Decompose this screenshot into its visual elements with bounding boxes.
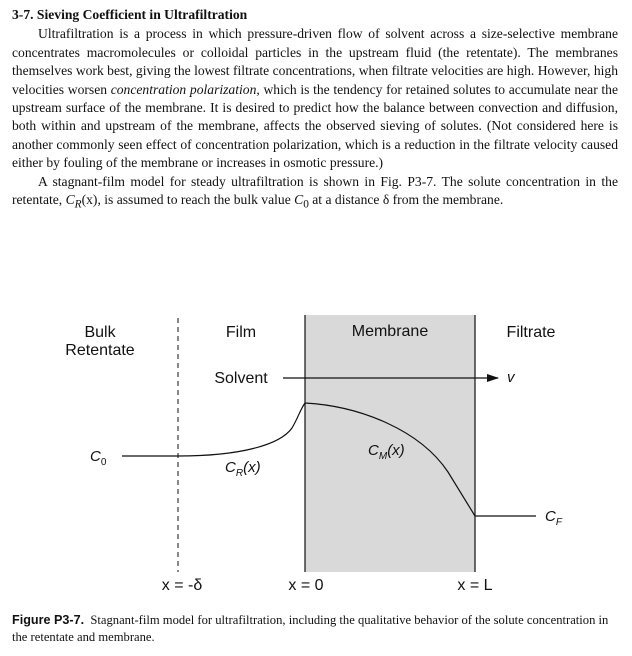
label-solvent: Solvent bbox=[214, 370, 268, 387]
label-x-zero: x = 0 bbox=[288, 577, 324, 594]
paragraph-1-part-a: Ultrafiltration is a process in which pressure-driven flow of solvent across a size-selective membrane concentrates macromolecules or colloidal particles in the upstream fluid (the retentate). The membranes themselves work best, giving the lowest filtrate concentrations, when filtrate velocities are high. However, high velocities worsen bbox=[12, 26, 618, 97]
figure-caption bbox=[12, 612, 618, 646]
label-x-minus-delta: x = -δ bbox=[161, 577, 203, 594]
retentate-concentration-curve bbox=[178, 403, 305, 456]
label-cr bbox=[225, 459, 261, 479]
paragraph-1-part-b: , which is the tendency for retained solutes to accumulate near the upstream surface of the membrane. It is desired to predict how the balance between convection and diffusion, both within and upstream of the membrane, affects the observed sieving of solutes. (Not considered here is another commonly seen effect of concentration polarization, which is a reduction in the filtrate velocity caused either by fouling of the membrane or increases in osmotic pressure.) bbox=[12, 81, 619, 171]
label-c0 bbox=[90, 448, 107, 468]
paragraph-2-part-c: at a distance δ from the membrane. bbox=[308, 192, 504, 208]
caption-text: Stagnant-film model for ultrafiltration, including the qualitative behavior of the solute concentration in the retentate and membrane. bbox=[12, 613, 609, 644]
cr-subscript: R bbox=[74, 198, 82, 211]
label-bulk: Bulk bbox=[84, 324, 116, 341]
c0-symbol: C bbox=[294, 192, 304, 208]
paragraph-1 bbox=[12, 25, 618, 172]
cr-symbol: C bbox=[65, 192, 75, 208]
label-filtrate: Filtrate bbox=[506, 324, 556, 341]
label-cf bbox=[545, 508, 563, 528]
paragraph-2-part-a: A stagnant-film model for steady ultrafiltration is shown in Fig. P3-7. The solute concentration in the retentate, bbox=[12, 173, 618, 208]
label-film: Film bbox=[225, 324, 257, 341]
label-retentate: Retentate bbox=[65, 342, 135, 359]
figure-diagram bbox=[0, 300, 632, 605]
cr-arg: (x) bbox=[243, 459, 261, 476]
cr-sub: R bbox=[235, 468, 244, 479]
paragraph-2 bbox=[12, 173, 618, 215]
cf-sub: F bbox=[555, 517, 562, 528]
label-velocity: v bbox=[507, 369, 515, 386]
c0-sub: 0 bbox=[100, 457, 107, 468]
c0-letter: C bbox=[90, 448, 101, 465]
label-membrane: Membrane bbox=[351, 323, 429, 340]
c0-subscript: 0 bbox=[303, 198, 309, 211]
cm-sub: M bbox=[378, 451, 388, 462]
cm-letter: C bbox=[368, 442, 379, 459]
cf-letter: C bbox=[545, 508, 556, 525]
emphasis-term: concentration polarization bbox=[110, 81, 257, 97]
problem-text bbox=[12, 6, 618, 214]
label-x-L: x = L bbox=[457, 577, 493, 594]
cr-letter: C bbox=[225, 459, 236, 476]
figure-p3-7 bbox=[0, 300, 632, 605]
section-title: 3-7. Sieving Coefficient in Ultrafiltration bbox=[12, 7, 248, 22]
cm-arg: (x) bbox=[387, 442, 405, 459]
caption-label: Figure P3-7. bbox=[12, 613, 85, 627]
paragraph-2-part-b: (x), is assumed to reach the bulk value bbox=[81, 192, 295, 208]
